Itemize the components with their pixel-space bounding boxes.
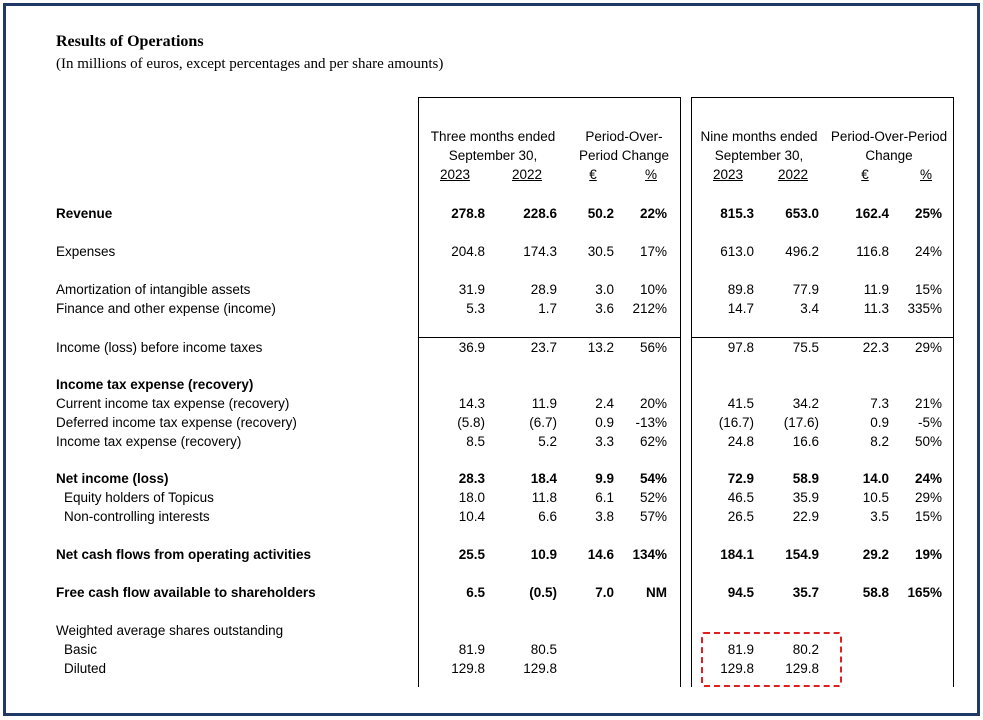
cell-three-months-change-pct: 56% xyxy=(639,340,667,355)
page-title: Results of Operations xyxy=(56,33,204,50)
header-pop-right-line1: Period-Over-Period xyxy=(830,129,948,144)
cell-nine-months-change-pct: 24% xyxy=(914,471,942,486)
cell-nine-months-2023: 129.8 xyxy=(720,661,754,676)
cell-three-months-change-eur: 13.2 xyxy=(587,340,614,355)
cell-three-months-change-eur: 7.0 xyxy=(595,585,614,600)
col-header-2023-left: 2023 xyxy=(439,167,471,182)
cell-nine-months-2022: 77.9 xyxy=(792,282,819,297)
cell-nine-months-2023: 97.8 xyxy=(727,340,754,355)
cell-three-months-change-eur: 3.0 xyxy=(595,282,614,297)
cell-three-months-2022: 28.9 xyxy=(530,282,557,297)
cell-three-months-change-eur: 2.4 xyxy=(595,396,614,411)
cell-nine-months-change-eur: 11.3 xyxy=(863,301,889,316)
table-row xyxy=(0,583,983,602)
cell-nine-months-2022: 129.8 xyxy=(785,661,819,676)
row-label: Revenue xyxy=(56,206,113,221)
cell-nine-months-change-eur: 58.8 xyxy=(862,585,889,600)
cell-three-months-change-eur: 14.6 xyxy=(587,547,614,562)
cell-three-months-2023: 278.8 xyxy=(451,206,485,221)
cell-three-months-2022: 23.7 xyxy=(530,340,557,355)
cell-nine-months-2023: 94.5 xyxy=(727,585,754,600)
cell-nine-months-2022: 35.9 xyxy=(792,490,819,505)
cell-three-months-2022: 11.9 xyxy=(531,396,557,411)
cell-nine-months-change-eur: 22.3 xyxy=(862,340,889,355)
row-label: Income tax expense (recovery) xyxy=(56,434,242,449)
cell-nine-months-2023: 26.5 xyxy=(727,509,754,524)
cell-nine-months-2023: 41.5 xyxy=(727,396,754,411)
cell-three-months-change-pct: 134% xyxy=(632,547,667,562)
cell-nine-months-2022: (17.6) xyxy=(783,415,819,430)
cell-three-months-change-pct: 10% xyxy=(639,282,667,297)
cell-three-months-2022: 80.5 xyxy=(530,642,557,657)
cell-three-months-2023: 8.5 xyxy=(466,434,485,449)
table-row xyxy=(0,338,983,357)
cell-nine-months-2022: 35.7 xyxy=(792,585,819,600)
cell-nine-months-2023: 24.8 xyxy=(727,434,754,449)
header-pop-left-line2: Period Change xyxy=(578,148,670,163)
cell-nine-months-2022: 496.2 xyxy=(785,244,819,259)
table-row xyxy=(0,545,983,564)
cell-three-months-change-pct: 52% xyxy=(639,490,667,505)
cell-three-months-2023: (5.8) xyxy=(457,415,485,430)
cell-nine-months-2022: 653.0 xyxy=(785,206,819,221)
cell-nine-months-2023: (16.7) xyxy=(718,415,754,430)
cell-nine-months-2022: 75.5 xyxy=(792,340,819,355)
row-label: Net income (loss) xyxy=(56,471,169,486)
cell-nine-months-change-eur: 3.5 xyxy=(870,509,889,524)
table-row xyxy=(0,242,983,261)
header-pop-left xyxy=(568,127,680,165)
table-row xyxy=(0,469,983,488)
page-subtitle: (In millions of euros, except percentages and per share amounts) xyxy=(56,56,444,72)
cell-three-months-2022: (0.5) xyxy=(529,585,557,600)
cell-three-months-change-eur: 3.3 xyxy=(595,434,614,449)
cell-nine-months-2022: 154.9 xyxy=(785,547,819,562)
col-header-euro-right: € xyxy=(861,167,869,182)
cell-three-months-2023: 18.0 xyxy=(458,490,485,505)
cell-nine-months-change-pct: -5% xyxy=(917,415,942,430)
table-row xyxy=(0,299,983,318)
document-frame xyxy=(3,3,980,716)
cell-nine-months-2022: 34.2 xyxy=(792,396,819,411)
cell-nine-months-change-eur: 14.0 xyxy=(862,471,889,486)
col-header-2023-right: 2023 xyxy=(712,167,744,182)
cell-nine-months-change-eur: 29.2 xyxy=(862,547,889,562)
cell-nine-months-change-eur: 8.2 xyxy=(870,434,889,449)
cell-nine-months-2023: 46.5 xyxy=(727,490,754,505)
col-header-2022-left: 2022 xyxy=(511,167,543,182)
cell-nine-months-change-pct: 29% xyxy=(914,340,942,355)
cell-three-months-2023: 28.3 xyxy=(458,471,485,486)
header-nine-months-line2: September 30, xyxy=(714,148,804,163)
cell-three-months-2023: 14.3 xyxy=(458,396,485,411)
row-label: Non-controlling interests xyxy=(64,509,210,524)
row-label: Expenses xyxy=(56,244,116,259)
row-label: Basic xyxy=(64,642,98,657)
cell-three-months-2023: 129.8 xyxy=(451,661,485,676)
right-block-top-border xyxy=(691,97,954,98)
cell-nine-months-2023: 184.1 xyxy=(720,547,754,562)
header-pop-left-line1: Period-Over- xyxy=(585,129,663,144)
header-pop-right xyxy=(826,127,952,165)
table-row xyxy=(0,432,983,451)
cell-nine-months-change-eur: 7.3 xyxy=(870,396,889,411)
row-label: Amortization of intangible assets xyxy=(56,282,251,297)
row-label: Income (loss) before income taxes xyxy=(56,340,263,355)
row-label: Current income tax expense (recovery) xyxy=(56,396,290,411)
table-row xyxy=(0,280,983,299)
row-label: Finance and other expense (income) xyxy=(56,301,276,316)
cell-three-months-change-eur: 3.6 xyxy=(595,301,614,316)
cell-three-months-change-eur: 6.1 xyxy=(595,490,614,505)
cell-nine-months-2022: 22.9 xyxy=(792,509,819,524)
col-header-euro-left: € xyxy=(589,167,597,182)
cell-three-months-2022: 174.3 xyxy=(523,244,557,259)
cell-three-months-change-pct: 62% xyxy=(639,434,667,449)
cell-three-months-change-eur: 3.8 xyxy=(595,509,614,524)
cell-nine-months-change-pct: 21% xyxy=(914,396,942,411)
cell-three-months-2022: 10.9 xyxy=(530,547,557,562)
cell-three-months-change-eur: 50.2 xyxy=(587,206,614,221)
header-nine-months xyxy=(691,127,827,165)
cell-three-months-2023: 5.3 xyxy=(466,301,485,316)
left-block-top-border xyxy=(418,97,681,98)
cell-nine-months-change-pct: 165% xyxy=(907,585,942,600)
cell-three-months-change-pct: 17% xyxy=(639,244,667,259)
cell-nine-months-change-pct: 335% xyxy=(907,301,942,316)
row-label: Net cash flows from operating activities xyxy=(56,547,312,562)
table-row xyxy=(0,413,983,432)
row-label: Weighted average shares outstanding xyxy=(56,623,284,638)
cell-nine-months-change-pct: 50% xyxy=(914,434,942,449)
table-row xyxy=(0,204,983,223)
header-pop-right-line2: Change xyxy=(865,148,913,163)
cell-nine-months-change-pct: 15% xyxy=(914,509,942,524)
table-row xyxy=(0,394,983,413)
cell-nine-months-2022: 80.2 xyxy=(792,642,819,657)
cell-three-months-2022: 228.6 xyxy=(523,206,557,221)
cell-three-months-change-pct: 57% xyxy=(639,509,667,524)
cell-three-months-2022: 11.8 xyxy=(531,490,557,505)
header-three-months-line1: Three months ended xyxy=(430,129,556,144)
cell-nine-months-change-eur: 10.5 xyxy=(862,490,889,505)
cell-nine-months-2023: 72.9 xyxy=(727,471,754,486)
cell-three-months-2023: 81.9 xyxy=(458,642,485,657)
cell-nine-months-change-eur: 162.4 xyxy=(855,206,889,221)
col-header-pct-right: % xyxy=(919,167,932,182)
cell-nine-months-change-pct: 15% xyxy=(914,282,942,297)
cell-three-months-2022: 5.2 xyxy=(538,434,557,449)
cell-three-months-change-eur: 0.9 xyxy=(595,415,614,430)
cell-nine-months-change-eur: 0.9 xyxy=(870,415,889,430)
header-three-months-line2: September 30, xyxy=(448,148,538,163)
cell-nine-months-2023: 14.7 xyxy=(727,301,754,316)
col-header-2022-right: 2022 xyxy=(777,167,809,182)
cell-three-months-change-pct: NM xyxy=(646,585,667,600)
cell-nine-months-change-eur: 11.9 xyxy=(863,282,889,297)
cell-nine-months-change-pct: 24% xyxy=(914,244,942,259)
cell-three-months-change-pct: 20% xyxy=(639,396,667,411)
cell-three-months-change-pct: 54% xyxy=(639,471,667,486)
row-label: Free cash flow available to shareholders xyxy=(56,585,316,600)
cell-three-months-2022: 129.8 xyxy=(523,661,557,676)
cell-three-months-2022: 6.6 xyxy=(538,509,557,524)
cell-nine-months-2022: 16.6 xyxy=(792,434,819,449)
table-row xyxy=(0,488,983,507)
cell-nine-months-change-pct: 29% xyxy=(914,490,942,505)
cell-three-months-2023: 204.8 xyxy=(451,244,485,259)
cell-three-months-2022: (6.7) xyxy=(529,415,557,430)
cell-nine-months-change-eur: 116.8 xyxy=(856,244,889,259)
col-header-pct-left: % xyxy=(644,167,657,182)
cell-three-months-change-pct: 22% xyxy=(639,206,667,221)
row-label: Equity holders of Topicus xyxy=(64,490,214,505)
row-label: Income tax expense (recovery) xyxy=(56,377,254,392)
cell-three-months-2022: 18.4 xyxy=(530,471,557,486)
cell-three-months-2023: 25.5 xyxy=(458,547,485,562)
cell-three-months-2023: 10.4 xyxy=(458,509,485,524)
cell-nine-months-2023: 613.0 xyxy=(720,244,754,259)
cell-nine-months-change-pct: 25% xyxy=(914,206,942,221)
cell-three-months-change-eur: 30.5 xyxy=(587,244,614,259)
highlight-box xyxy=(701,632,842,687)
cell-nine-months-2023: 815.3 xyxy=(720,206,754,221)
cell-three-months-2023: 36.9 xyxy=(458,340,485,355)
table-row xyxy=(0,507,983,526)
cell-nine-months-change-pct: 19% xyxy=(914,547,942,562)
cell-nine-months-2022: 58.9 xyxy=(792,471,819,486)
cell-nine-months-2022: 3.4 xyxy=(800,301,819,316)
row-label: Deferred income tax expense (recovery) xyxy=(56,415,297,430)
table-row xyxy=(0,375,983,394)
cell-nine-months-2023: 81.9 xyxy=(727,642,754,657)
cell-nine-months-2023: 89.8 xyxy=(727,282,754,297)
cell-three-months-change-pct: -13% xyxy=(635,415,667,430)
header-three-months xyxy=(418,127,568,165)
cell-three-months-2022: 1.7 xyxy=(538,301,557,316)
cell-three-months-change-eur: 9.9 xyxy=(595,471,614,486)
row-label: Diluted xyxy=(64,661,107,676)
cell-three-months-2023: 31.9 xyxy=(458,282,485,297)
cell-three-months-2023: 6.5 xyxy=(466,585,485,600)
cell-three-months-change-pct: 212% xyxy=(632,301,667,316)
header-nine-months-line1: Nine months ended xyxy=(700,129,818,144)
